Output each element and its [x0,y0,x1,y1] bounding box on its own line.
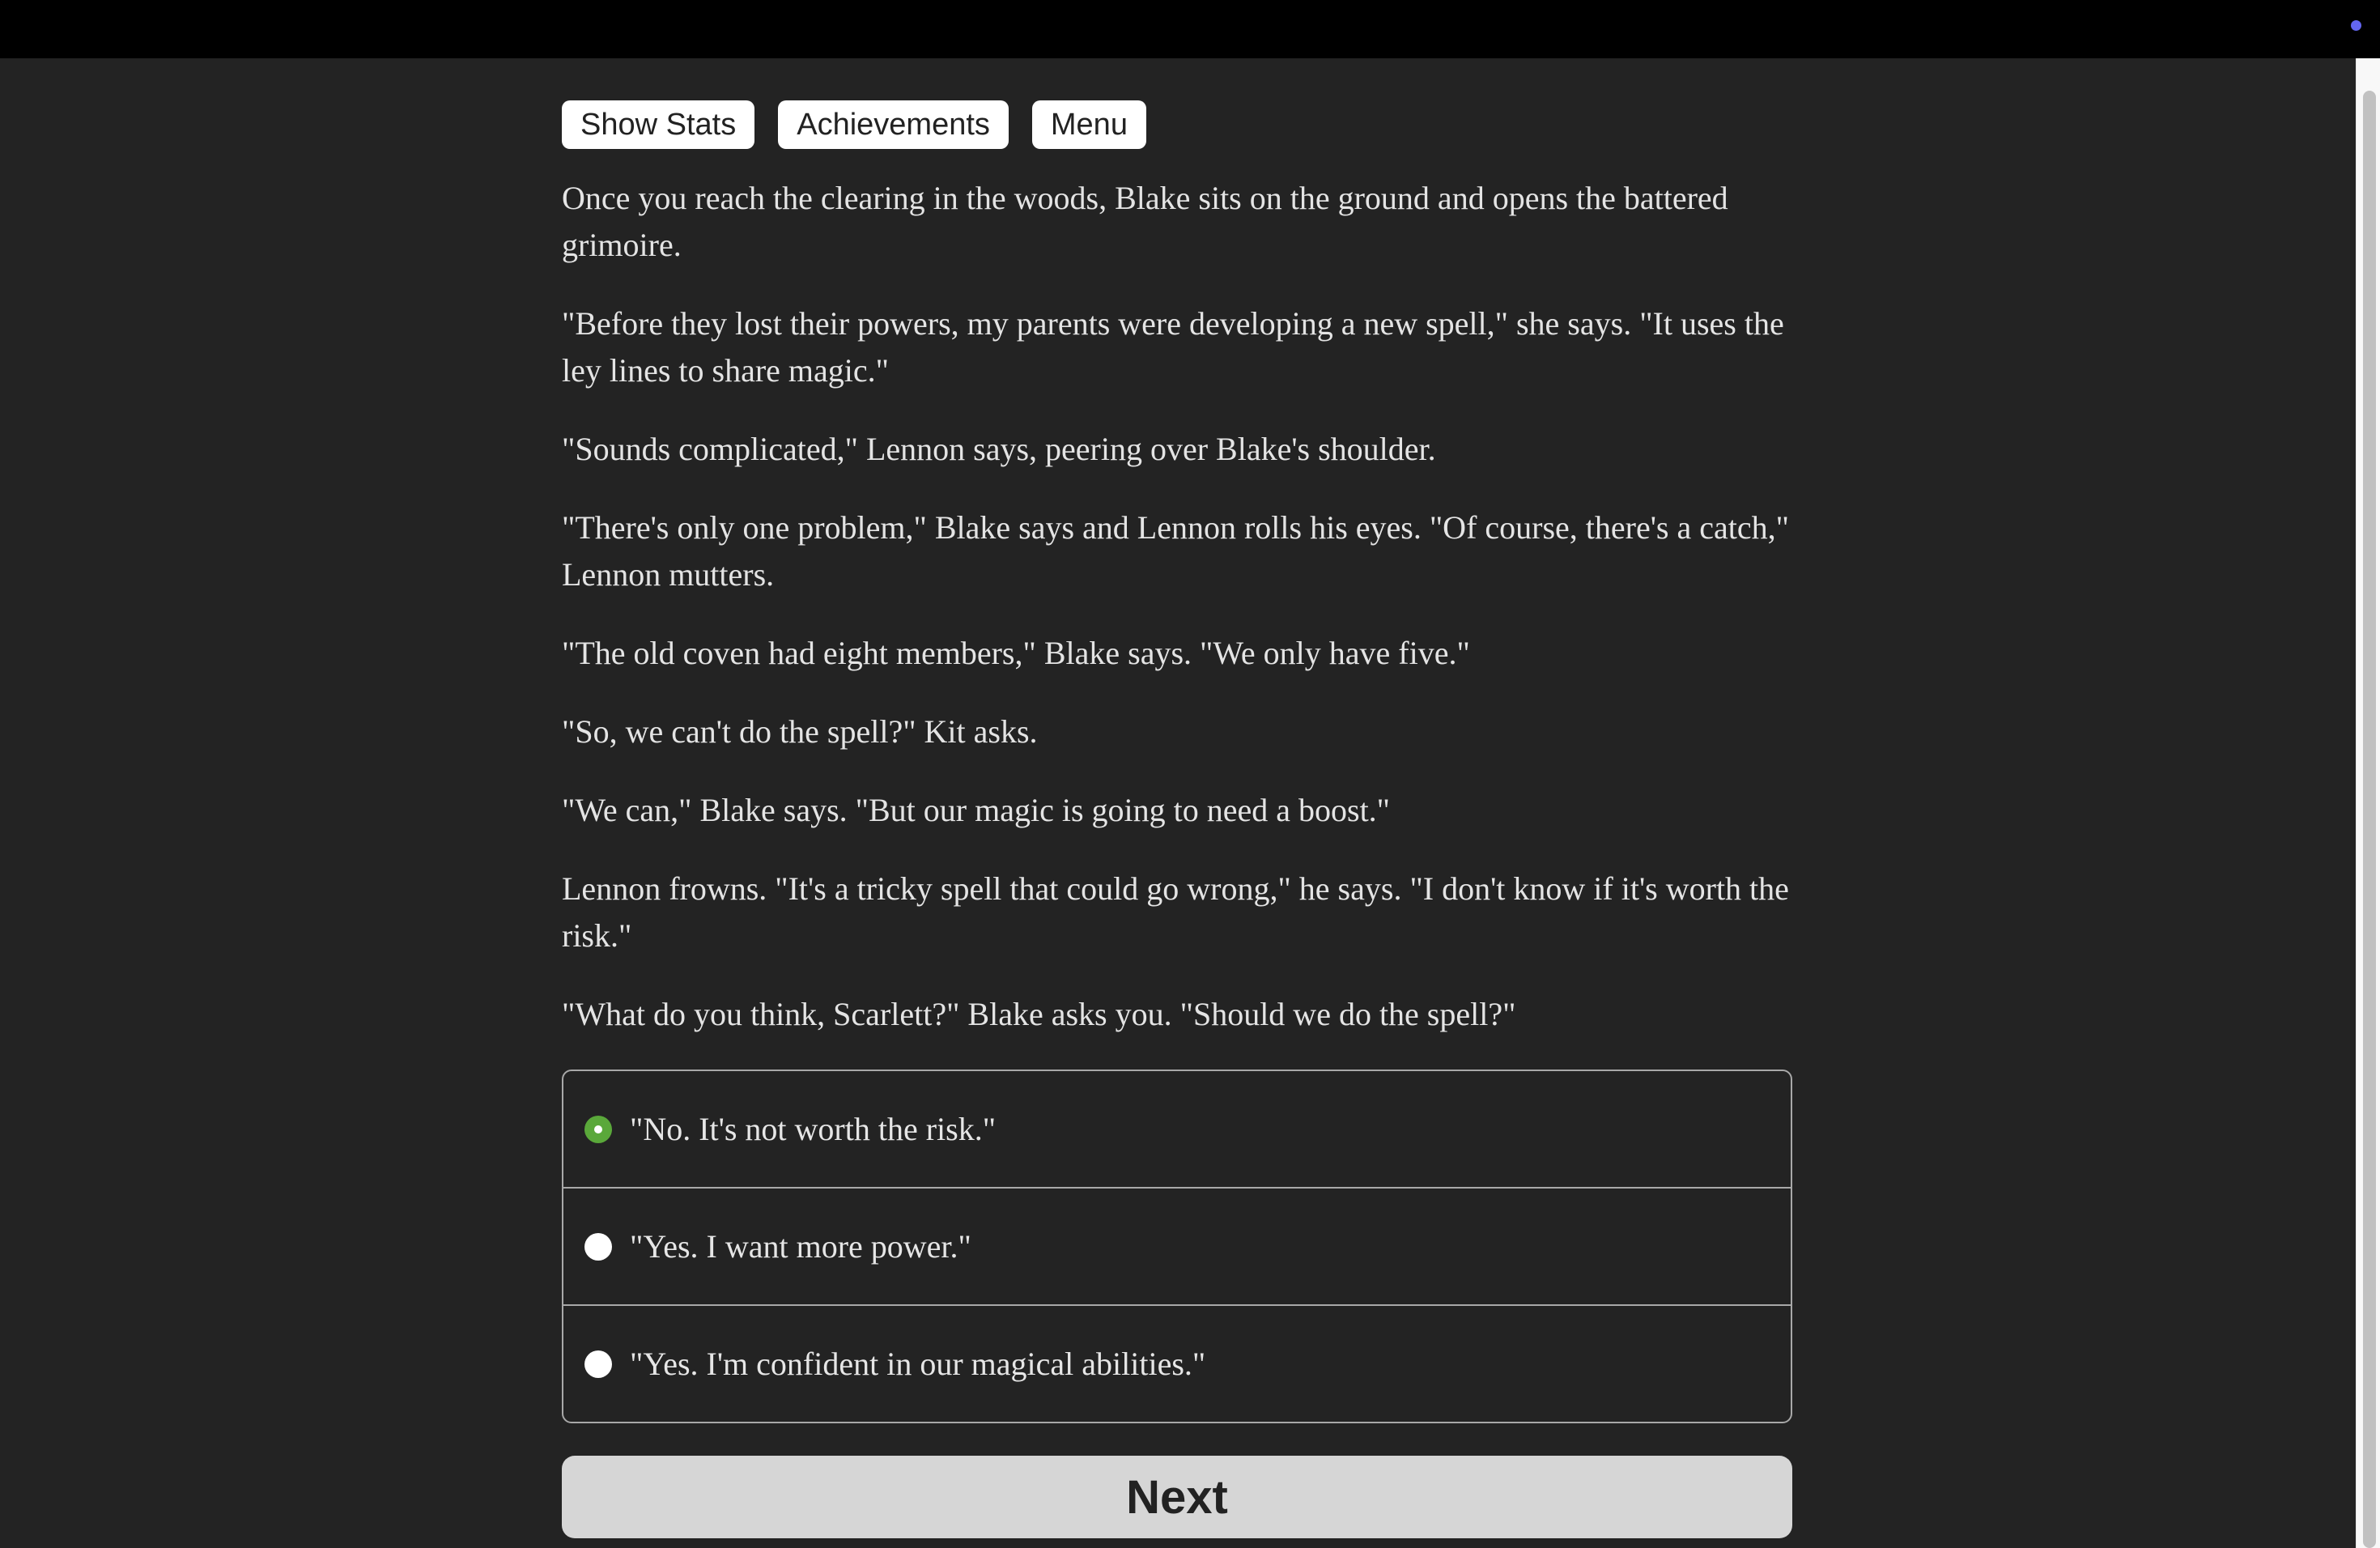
next-button[interactable]: Next [562,1456,1792,1538]
choice-label: "Yes. I want more power." [630,1228,971,1265]
achievements-button[interactable]: Achievements [778,100,1009,149]
story-paragraph: "Before they lost their powers, my parents were developing a new spell," she says. "It uses the ley lines to share magic." [562,305,1784,389]
radio-unselected-icon[interactable] [584,1350,612,1378]
choice-label: "No. It's not worth the risk." [630,1111,997,1147]
show-stats-button[interactable]: Show Stats [562,100,754,149]
toolbar [562,100,1792,149]
choice-label: "Yes. I'm confident in our magical abilities." [630,1346,1206,1382]
story-paragraph: "There's only one problem," Blake says and Lennon rolls his eyes. "Of course, there's a catch," Lennon mutters. [562,509,1789,593]
story-paragraph: "We can," Blake says. "But our magic is going to need a boost." [562,792,1391,828]
status-dot-icon [2351,20,2361,31]
radio-selected-icon[interactable] [584,1116,612,1143]
choice-option-3[interactable] [563,1304,1791,1422]
scrollbar-thumb[interactable] [2363,91,2376,1548]
scrollbar[interactable] [2356,58,2380,1548]
story-paragraph: Once you reach the clearing in the woods, Blake sits on the ground and opens the battered grimoire. [562,180,1728,263]
top-bar [0,0,2380,58]
story-paragraph: "So, we can't do the spell?" Kit asks. [562,713,1038,750]
choice-list [562,1070,1792,1423]
radio-unselected-icon[interactable] [584,1233,612,1261]
story-paragraph: "The old coven had eight members," Blake says. "We only have five." [562,635,1470,671]
menu-button[interactable]: Menu [1032,100,1146,149]
story-content [562,100,1792,1538]
choice-option-2[interactable] [563,1187,1791,1304]
story-paragraph: Lennon frowns. "It's a tricky spell that could go wrong," he says. "I don't know if it's worth the risk." [562,870,1789,954]
story-paragraph: "Sounds complicated," Lennon says, peering over Blake's shoulder. [562,431,1436,467]
choice-option-1[interactable] [563,1071,1791,1187]
story-paragraph: "What do you think, Scarlett?" Blake asks you. "Should we do the spell?" [562,996,1516,1032]
